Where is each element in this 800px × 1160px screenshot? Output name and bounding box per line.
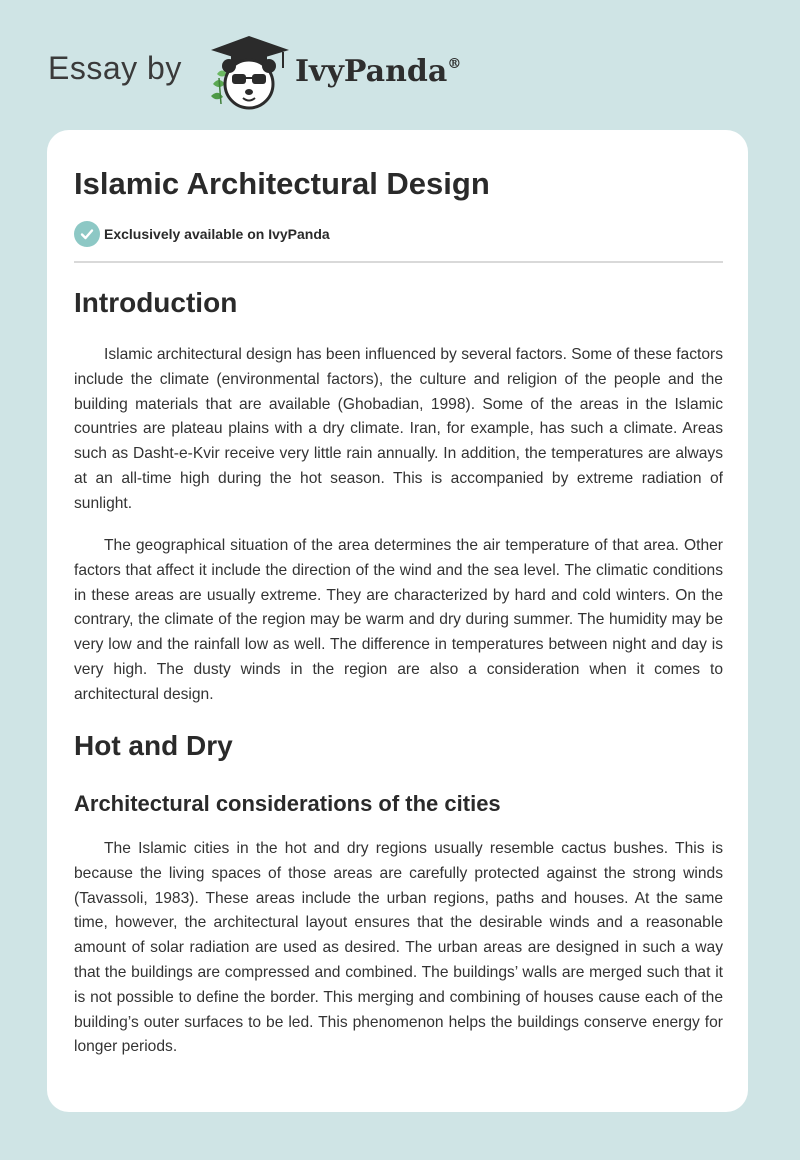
paragraph: The Islamic cities in the hot and dry regions usually resemble cactus bushes. This is because the living spaces of those areas are carefully protected against the strong winds (Tavassoli, 1983). These areas include the urban regions, paths and houses. At the same time, however, the architectural layout ensures that the desirable winds and a reasonable amount of solar radiation are used as desired. The urban areas are designed in such a way that the buildings are compressed and combined. The buildings’ walls are merged such that it is not possible to define the border. This merging and combining of houses cause each of the building’s outer surfaces to be led. This phenomenon helps the buildings conserve energy for longer periods. bbox=[74, 840, 723, 1056]
paragraph: The geographical situation of the area determines the air temperature of that area. Other factors that affect it include the direction of the wind and the sea level. The climatic conditions in these areas are usually extreme. They are characterized by hard and cold winters. On the contrary, the climate of the region may be warm and dry during summer. The humidity may be very low and the rainfall low as well. The difference in temperatures between night and day is very high. The dusty winds in the region are also a consideration when it comes to architectural design. bbox=[74, 537, 723, 703]
panda-logo-icon[interactable] bbox=[203, 32, 295, 114]
article-card bbox=[47, 130, 748, 1112]
check-icon bbox=[74, 221, 100, 247]
site-header bbox=[48, 32, 748, 112]
section-heading-hot-and-dry: Hot and Dry bbox=[74, 730, 233, 761]
essay-by-label: Essay by bbox=[48, 50, 182, 86]
subsection-heading: Architectural considerations of the cities bbox=[74, 791, 501, 816]
divider bbox=[74, 261, 723, 263]
section-heading-introduction: Introduction bbox=[74, 287, 238, 318]
brand-name[interactable]: IvyPanda® bbox=[295, 54, 462, 89]
page-title: Islamic Architectural Design bbox=[74, 166, 490, 201]
registered-mark: ® bbox=[447, 56, 462, 72]
exclusive-badge bbox=[74, 221, 330, 247]
badge-text: Exclusively available on IvyPanda bbox=[104, 226, 330, 242]
paragraph: Islamic architectural design has been influenced by several factors. Some of these factors include the climate (environmental factors), the culture and religion of the people and the building materials that are available (Ghobadian, 1998). Some of the areas in the Islamic countries are plateau plains with a dry climate. Iran, for example, has such a climate. Areas such as Dasht-e-Kvir receive very little rain annually. In addition, the temperatures are always at an all-time high during the hot season. This is accompanied by extreme radiation of sunlight. bbox=[74, 346, 723, 512]
